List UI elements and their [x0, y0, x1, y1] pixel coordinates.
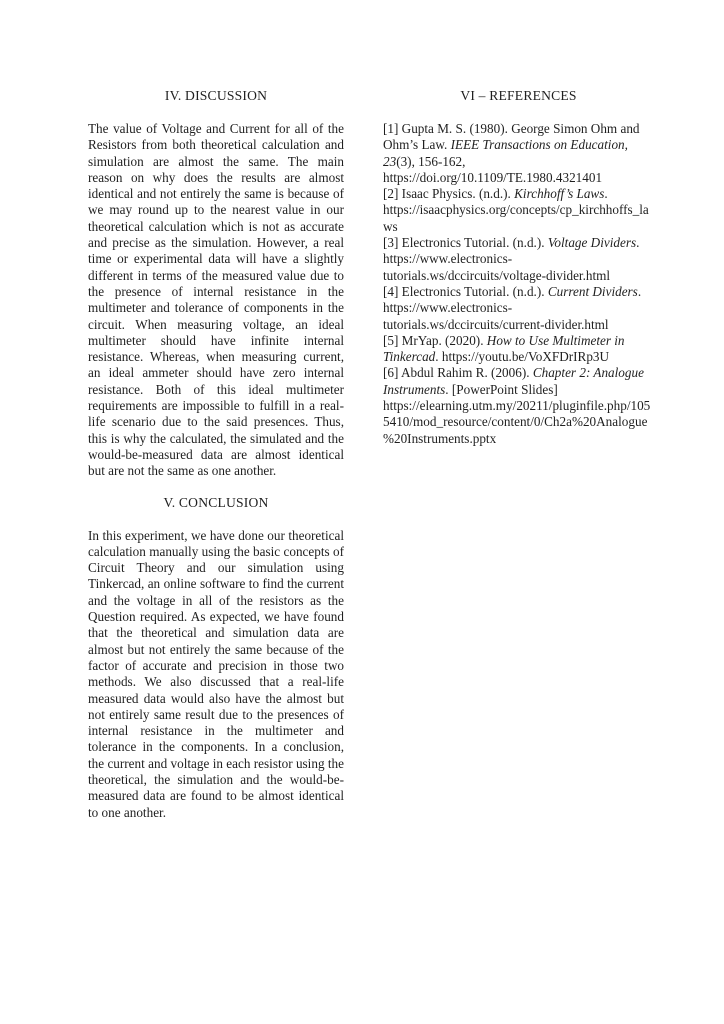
reference-title-segment: Chapter 2: Analogue Instruments [383, 365, 644, 397]
reference-item [383, 235, 654, 284]
reference-text-segment: . https://isaacphysics.org/concepts/cp_kirchhoffs_laws [383, 186, 649, 234]
reference-text-segment: [5] MrYap. (2020). [383, 332, 487, 348]
reference-title-segment: Kirchhoff’s Laws [514, 186, 605, 202]
reference-text-segment: [2] Isaac Physics. (n.d.). [383, 186, 515, 202]
right-column [383, 88, 654, 447]
reference-item [383, 333, 654, 366]
reference-item [383, 284, 654, 333]
conclusion-paragraph: In this experiment, we have done our theoretical calculation manually using the basic concepts of Circuit Theory and our simulation using Tinkercad, an online software to find the current and the voltage in all of the resistors as the Question required. As expected, we have found that the theoretical and simulation data are almost but not entirely the same because of the factor of accurate and precision in those two methods. We also discussed that a real-life measured data would also have the almost but not entirely same result due to the presences of internal resistance in the multimeter and tolerance in the components. In a conclusion, the current and voltage in each resistor using the theoretical, the simulation and the would-be-measured data are found to be almost identical to one another. [88, 527, 344, 820]
reference-item [383, 365, 654, 446]
reference-text-segment: [4] Electronics Tutorial. (n.d.). [383, 283, 548, 299]
reference-title-segment: Current Dividers [547, 283, 638, 299]
discussion-heading: IV. DISCUSSION [164, 88, 268, 103]
reference-text-segment: [1] Gupta M. S. (1980). George Simon Ohm and Ohm’s Law. [383, 121, 640, 153]
reference-text-segment: . https://www.electronics-tutorials.ws/dccircuits/current-divider.html [383, 283, 642, 332]
reference-item [383, 186, 654, 235]
left-column [88, 88, 344, 821]
reference-text-segment: . [PowerPoint Slides] https://elearning.utm.my/20211/pluginfile.php/1055410/mod_resource/content/0/Ch2a%20Analogue%20Instruments.pptx [383, 381, 651, 446]
reference-text-segment: (3), 156-162, https://doi.org/10.1109/TE.1980.4321401 [383, 153, 603, 185]
discussion-paragraph: The value of Voltage and Current for all of the Resistors from both theoretical calculation and simulation are almost the same. The main reason on why does the results are almost identical and not entirely the same is because of we may round up to the nearest value in our theoretical calculation which is not as accurate and precise as the simulation. However, a real time or experimental data will have a slightly different in terms of the measured value due to the presence of internal resistance in the multimeter and tolerance of components in the circuit. When measuring voltage, an ideal multimeter should have infinite internal resistance. Whereas, when measuring current, an ideal ammeter should have zero internal resistance. Both of this ideal multimeter requirements are impossible to fulfill in a real-life scenario due to the said presences. Thus, this is why the calculated, the simulated and the would-be-measured data are almost identical but are not the same as one another. [88, 121, 344, 479]
reference-text-segment: . https://www.electronics-tutorials.ws/dccircuits/voltage-divider.html [383, 235, 640, 283]
references-heading: VI – REFERENCES [460, 88, 577, 103]
references-list [383, 121, 654, 447]
reference-title-segment: How to Use Multimeter in Tinkercad [383, 332, 625, 365]
reference-title-segment: IEEE Transactions on Education, 23 [383, 137, 628, 169]
conclusion-heading: V. CONCLUSION [163, 494, 269, 510]
reference-text-segment: . https://youtu.be/VoXFDrIRp3U [435, 349, 610, 365]
reference-text-segment: [3] Electronics Tutorial. (n.d.). [383, 235, 548, 251]
reference-item [383, 121, 654, 186]
reference-text-segment: [6] Abdul Rahim R. (2006). [383, 365, 533, 381]
reference-title-segment: Voltage Dividers [547, 235, 637, 251]
